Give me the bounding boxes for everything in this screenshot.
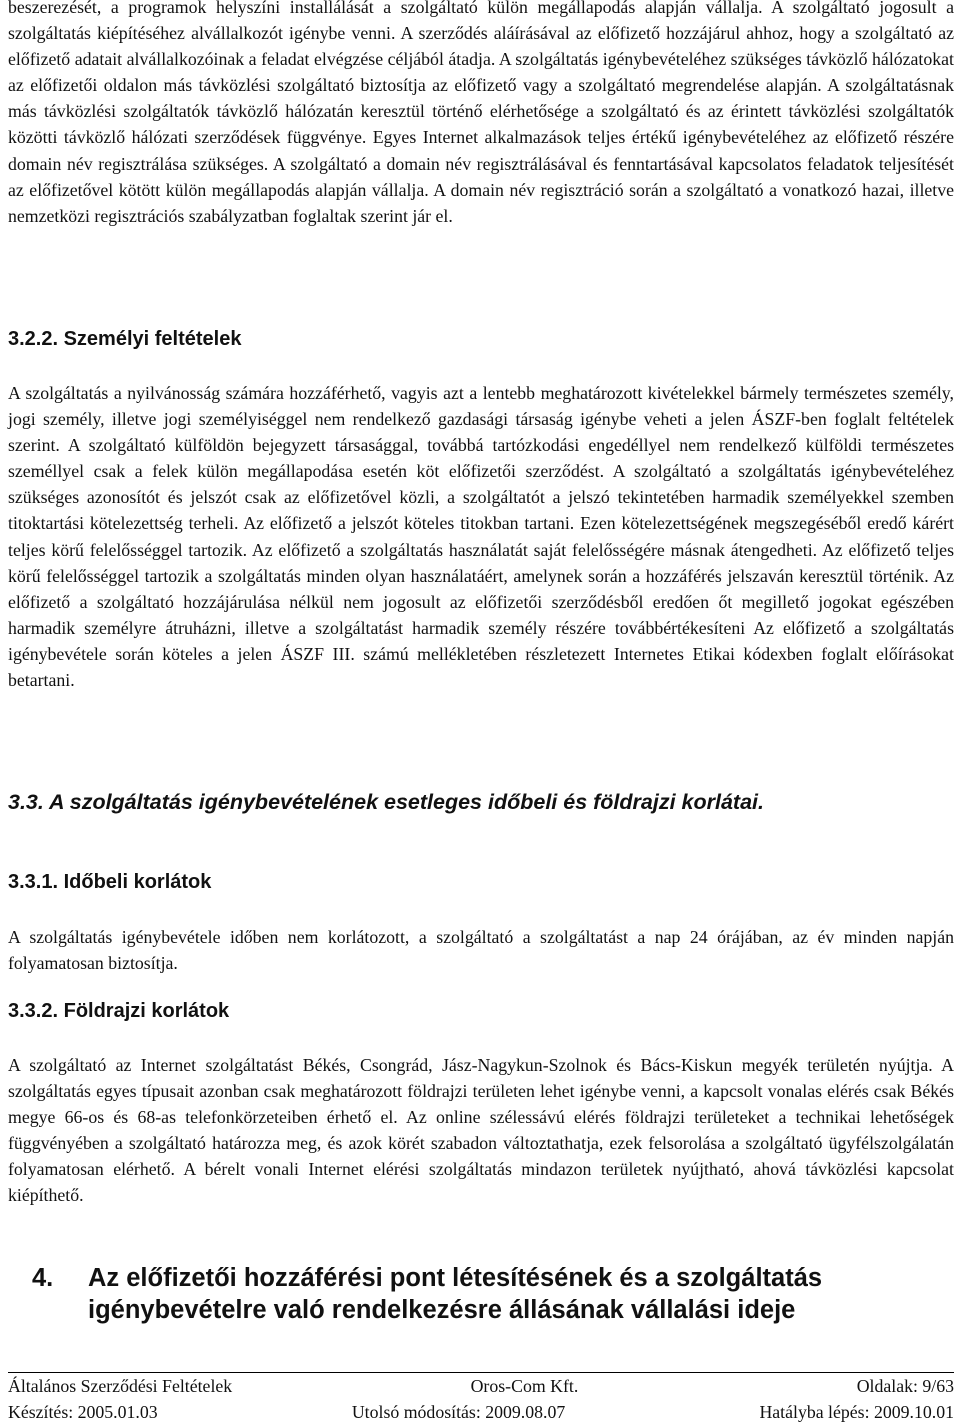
heading-4-number: 4. xyxy=(32,1264,54,1292)
footer-row-1 xyxy=(8,1373,954,1399)
paragraph-personal: A szolgáltatás a nyilvánosság számára hozzáférhető, vagyis azt a lentebb meghatározott kivételekkel bármely természetes személy, jogi személy, illetve jogi személyiséggel nem rendelkező gazdasági társaság igénybe veheti a jelen ÁSZF-ben foglalt feltételek szerint. A szolgáltató külföldön bejegyzett társasággal, továbbá tartózkodási engedéllyel nem rendelkező külföldi természetes személlyel csak a felek külön megállapodása esetén köt előfizetői szerződést. A szolgáltató a szolgáltatás igénybevételéhez szükséges azonosítót és jelszót csak az előfizetővel közli, a szolgáltatót a jelszó tekintetében harmadik személyekkel szemben titoktartási kötelezettség terheli. Az előfizető a jelszót köteles titokban tartani. Ezen kötelezettségének megszegéséből eredő kárért teljes körű felelősséggel tartozik. Az előfizető a szolgáltatás használatát saját felelősségére másnak átengedheti. Az előfizető teljes körű felelősséggel tartozik a szolgáltatás minden olyan használatáért, amelynek során a hozzáférés jelszaván keresztül történik. Az előfizető a szolgáltató hozzájárulása nélkül nem jogosult az előfizetői szerződésből eredően őt megillető jogokat egészében harmadik személyre átruházni, illetve a szolgáltatást harmadik személy részére továbbértékesíteni Az előfizető a szolgáltatás igénybevétele során köteles a jelen ÁSZF III. számú mellékletében részletezett Internetes Etikai kódexben foglalt előírásokat betartani. xyxy=(8,383,954,691)
paragraph-time: A szolgáltatás igénybevétele időben nem korlátozott, a szolgáltató a szolgáltatást a nap 24 órájában, az év minden napján folyamatosan biztosítja. xyxy=(8,927,954,974)
footer-page-number: Oldalak: 9/63 xyxy=(856,1376,954,1396)
footer-created-date: Készítés: 2005.01.03 xyxy=(8,1402,158,1422)
heading-4-text: Az előfizetői hozzáférési pont létesítésének és a szolgáltatás igénybevételre való rendelkezésre állásának vállalási ideje xyxy=(88,1264,823,1324)
footer-row-2 xyxy=(8,1399,954,1425)
heading-4 xyxy=(8,1262,954,1326)
paragraph-intro: beszerezését, a programok helyszíni installálását a szolgáltató külön megállapodás alapján vállalja. A szolgáltató jogosult a szolgáltatás kiépítéséhez alvállalkozót igénybe venni. A szerződés aláírásával az előfizető hozzájárul ahhoz, hogy a szolgáltató az előfizető adatait alvállalkozóinak a feladat elvégzése céljából átadja. A szolgáltatás igénybevételéhez szükséges távközlő hálózatokat az előfizetői oldalon más távközlési szolgáltató biztosítja az előfizető vagy a szolgáltató megrendelése alapján. A szolgáltatásnak más távközlési szolgáltatók távközlő hálózatán keresztül történő elérhetősége a szolgáltató és az érintett távközlési szolgáltatók közötti távközlő hálózati szerződések függvénye. Egyes Internet alkalmazások teljes értékű igénybevételéhez az előfizető részére domain név regisztrálása szükséges. A szolgáltató a domain név regisztrálásával és fenntartásával kapcsolatos feladatok teljesítését az előfizetővel kötött külön megállapodás alapján vállalja. A domain név regisztráció során a szolgáltató a vonatkozó hazai, illetve nemzetközi regisztrációs szabályzatban foglaltak szerint jár el. xyxy=(8,0,954,226)
paragraph-geo: A szolgáltató az Internet szolgáltatást Békés, Csongrád, Jász-Nagykun-Szolnok és Bács-Kiskun megyék területén nyújtja. A szolgáltatás egyes típusait azonban csak meghatározott földrajzi területen lehet igénybe venni, a kapcsolt vonalas elérés csak Békés megye 66-os és 68-as telefonkörzeteiben érhető el. Az online szélessávú elérés földrajzi területeket a technikai lehetőségek függvényében a szolgáltató határozza meg, és azok körét szabadon változtathatja, ezek felsorolása a szolgáltató ügyfélszolgálatán folyamatosan elérhető. A bérelt vonali Internet elérési szolgáltatás mindazon területek nyújtható, ahová távközlési kapcsolat kiépíthető. xyxy=(8,1055,954,1206)
footer-effective-date: Hatályba lépés: 2009.10.01 xyxy=(759,1402,954,1422)
heading-3-2-2: 3.2.2. Személyi feltételek xyxy=(8,328,242,350)
footer-doc-title: Általános Szerződési Feltételek xyxy=(8,1376,233,1396)
heading-3-3-1: 3.3.1. Időbeli korlátok xyxy=(8,871,212,893)
heading-3-3: 3.3. A szolgáltatás igénybevételének esetleges időbeli és földrajzi korlátai. xyxy=(8,790,764,814)
page-footer xyxy=(8,1372,954,1425)
heading-3-3-2: 3.3.2. Földrajzi korlátok xyxy=(8,1000,230,1022)
footer-company: Oros-Com Kft. xyxy=(470,1376,579,1396)
footer-modified-date: Utolsó módosítás: 2009.08.07 xyxy=(351,1402,566,1422)
